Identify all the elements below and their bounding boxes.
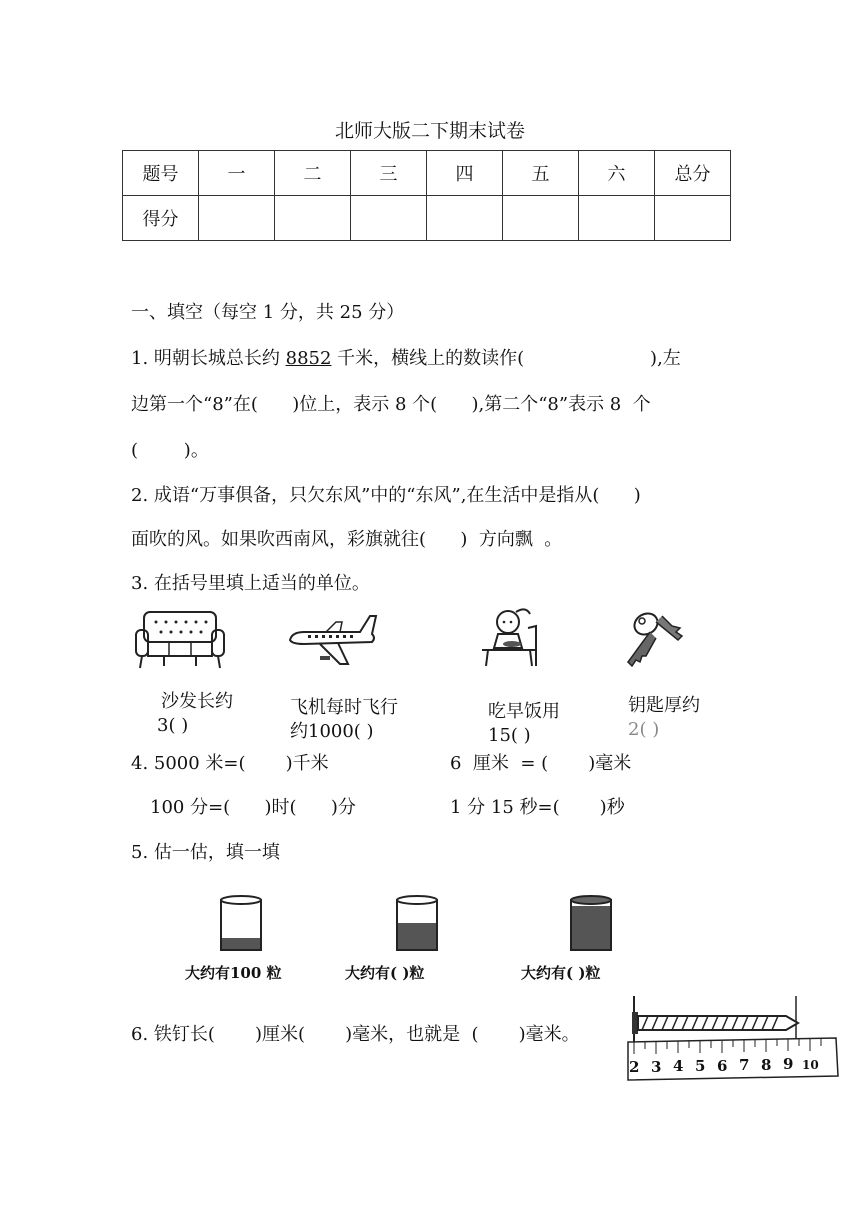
score-input-cell[interactable] xyxy=(427,196,503,241)
score-input-cell[interactable] xyxy=(275,196,351,241)
score-row-label: 得分 xyxy=(123,196,199,241)
score-input-cell[interactable] xyxy=(199,196,275,241)
score-cell: 题号 xyxy=(123,151,199,196)
question-1-line-3: ( )。 xyxy=(131,440,209,461)
jar-2 xyxy=(397,896,437,950)
question-3-text: 3. 在括号里填上适当的单位。 xyxy=(131,573,370,594)
jar-1-label: 大约有100 粒 xyxy=(185,964,282,982)
question-1-line-1: 1. 明朝长城总长约 8852 千米，横线上的数读作( ),左 xyxy=(131,348,681,369)
score-input-cell[interactable] xyxy=(579,196,655,241)
ruler-label-9: 9 xyxy=(783,1055,794,1073)
ruler-label-10: 10 xyxy=(802,1058,819,1072)
nail-ruler-image xyxy=(626,994,840,1084)
key-caption: 钥匙厚约 2( ) xyxy=(628,695,700,740)
jar-3 xyxy=(571,896,611,950)
score-input-cell[interactable] xyxy=(351,196,427,241)
question-2-line-1: 2. 成语“万事俱备，只欠东风”中的“东风”,在生活中是指从( ) xyxy=(131,485,641,506)
score-cell: 四 xyxy=(427,151,503,196)
score-table-header-row xyxy=(123,151,731,196)
score-input-cell[interactable] xyxy=(503,196,579,241)
ruler-label-5: 5 xyxy=(695,1057,706,1075)
ruler-label-4: 4 xyxy=(673,1057,684,1075)
ruler-label-2: 2 xyxy=(629,1058,640,1076)
question-5-text: 5. 估一估，填一填 xyxy=(131,842,280,863)
breakfast-caption: 吃早饭用 15( ) xyxy=(488,701,560,746)
score-input-cell[interactable] xyxy=(655,196,731,241)
score-table xyxy=(122,150,731,241)
airplane-image xyxy=(286,612,378,670)
airplane-caption: 飞机每时飞行 约1000( ) xyxy=(290,697,398,742)
question-4-c: 100 分=( )时( )分 xyxy=(150,797,356,818)
page-title: 北师大版二下期末试卷 xyxy=(334,120,525,142)
jar-2-label: 大约有( )粒 xyxy=(345,964,425,982)
score-cell: 三 xyxy=(351,151,427,196)
sofa-image xyxy=(134,608,226,672)
underlined-number: 8852 xyxy=(285,348,332,369)
ruler-label-3: 3 xyxy=(651,1058,662,1076)
sofa-caption: 沙发长约 3( ) xyxy=(157,691,233,736)
score-cell: 总分 xyxy=(655,151,731,196)
ruler-label-8: 8 xyxy=(761,1056,772,1074)
question-1-line-2: 边第一个“8”在( )位上，表示 8 个( ),第二个“8”表示 8 个 xyxy=(131,394,651,415)
ruler-label-7: 7 xyxy=(739,1056,750,1074)
beans-figure xyxy=(133,870,733,994)
question-4-b: 6 厘米 = ( )毫米 xyxy=(450,753,632,774)
score-cell: 二 xyxy=(275,151,351,196)
question-6-text: 6. 铁钉长( )厘米( )毫米，也就是 ( )毫米。 xyxy=(131,1024,580,1045)
score-cell: 六 xyxy=(579,151,655,196)
question-4-d: 1 分 15 秒=( )秒 xyxy=(450,797,625,818)
ruler-label-6: 6 xyxy=(717,1057,728,1075)
jar-1 xyxy=(221,896,261,950)
key-image xyxy=(620,604,690,670)
section-heading: 一、填空（每空 1 分，共 25 分） xyxy=(131,302,405,323)
score-cell: 一 xyxy=(199,151,275,196)
question-4-a: 4. 5000 米=( )千米 xyxy=(131,753,329,774)
jar-3-label: 大约有( )粒 xyxy=(521,964,601,982)
question-2-line-2: 面吹的风。如果吹西南风，彩旗就往( ) 方向飘 。 xyxy=(131,529,563,550)
girl-eating-image xyxy=(478,604,544,670)
score-cell: 五 xyxy=(503,151,579,196)
score-table-score-row xyxy=(123,196,731,241)
